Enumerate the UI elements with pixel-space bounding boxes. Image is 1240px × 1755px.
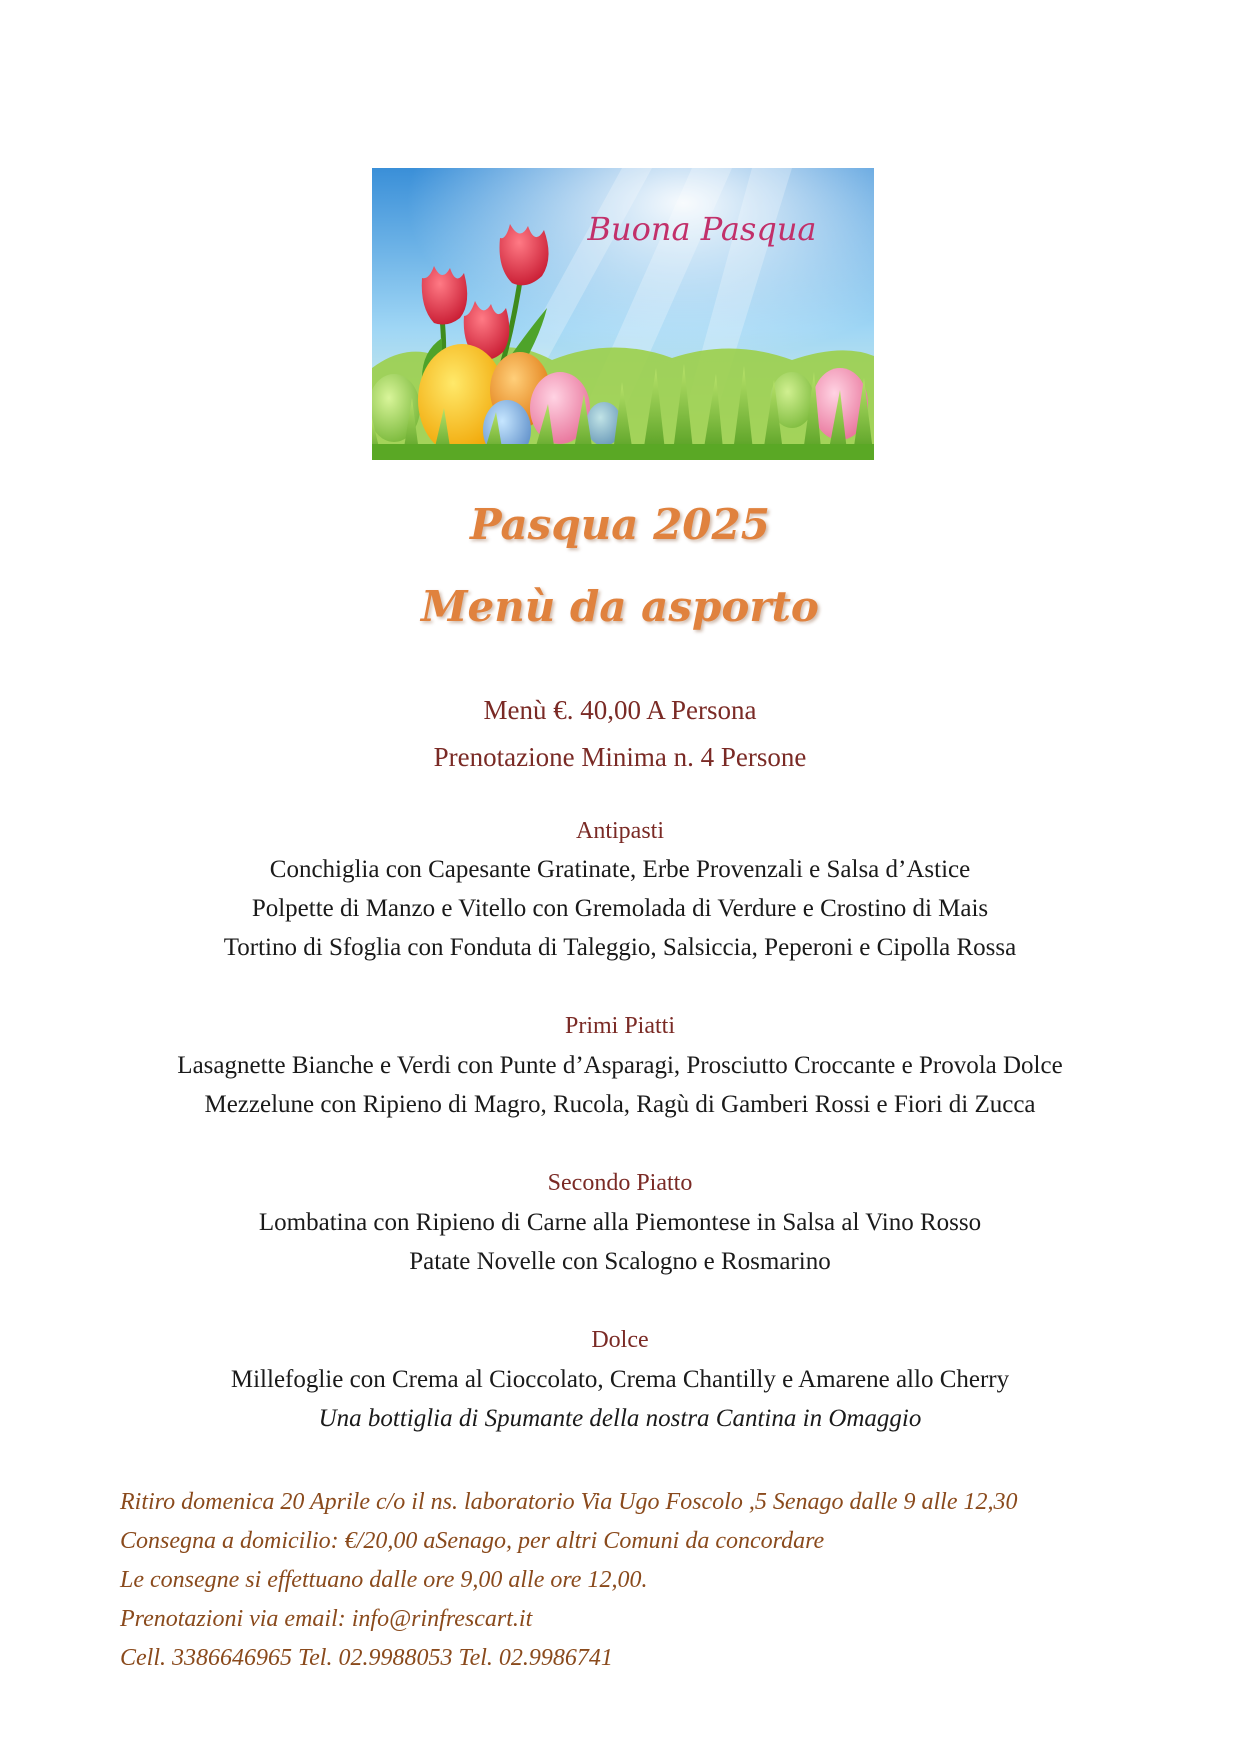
greeting-text: Buona Pasqua [587,210,817,248]
dish-item: Tortino di Sfoglia con Fonduta di Taleggio, Salsiccia, Peperoni e Cipolla Rossa [223,934,1017,961]
page-title-menu: Menù da asporto [421,582,819,631]
easter-illustration [372,168,874,460]
delivery-hours: Le consegne si effettuano dalle ore 9,00 alle ore 12,00. [120,1567,648,1593]
delivery-info: Consegna a domicilio: €/20,00 aSenago, per altri Comuni da concordare [120,1528,825,1554]
dish-item: Lasagnette Bianche e Verdi con Punte d’Asparagi, Prosciutto Croccante e Provola Dolce [177,1052,1063,1079]
phone-numbers: Cell. 3386646965 Tel. 02.9988053 Tel. 02.9986741 [120,1645,613,1671]
price-per-person: Menù €. 40,00 A Persona [483,695,757,725]
pickup-info: Ritiro domenica 20 Aprile c/o il ns. laboratorio Via Ugo Foscolo ,5 Senago dalle 9 alle 12,30 [120,1489,1018,1515]
dish-item: Millefoglie con Crema al Cioccolato, Crema Chantilly e Amarene allo Cherry [230,1366,1010,1393]
dish-item-complimentary: Una bottiglia di Spumante della nostra Cantina in Omaggio [318,1405,922,1432]
easter-banner-image [372,168,874,460]
minimum-booking: Prenotazione Minima n. 4 Persone [433,742,807,772]
dish-item: Polpette di Manzo e Vitello con Gremolada di Verdure e Crostino di Mais [251,895,989,922]
section-heading-primi: Primi Piatti [564,1013,675,1039]
page-title-year: Pasqua 2025 [470,500,770,549]
dish-item: Mezzelune con Ripieno di Magro, Rucola, Ragù di Gamberi Rossi e Fiori di Zucca [204,1091,1036,1118]
dish-item: Lombatina con Ripieno di Carne alla Piemontese in Salsa al Vino Rosso [258,1209,982,1236]
section-heading-dolce: Dolce [591,1327,649,1353]
booking-email: Prenotazioni via email: info@rinfrescart.it [120,1606,533,1632]
section-heading-secondo: Secondo Piatto [547,1170,693,1196]
section-heading-antipasti: Antipasti [576,818,664,844]
dish-item: Conchiglia con Capesante Gratinate, Erbe Provenzali e Salsa d’Astice [269,856,971,883]
dish-item: Patate Novelle con Scalogno e Rosmarino [409,1248,831,1275]
